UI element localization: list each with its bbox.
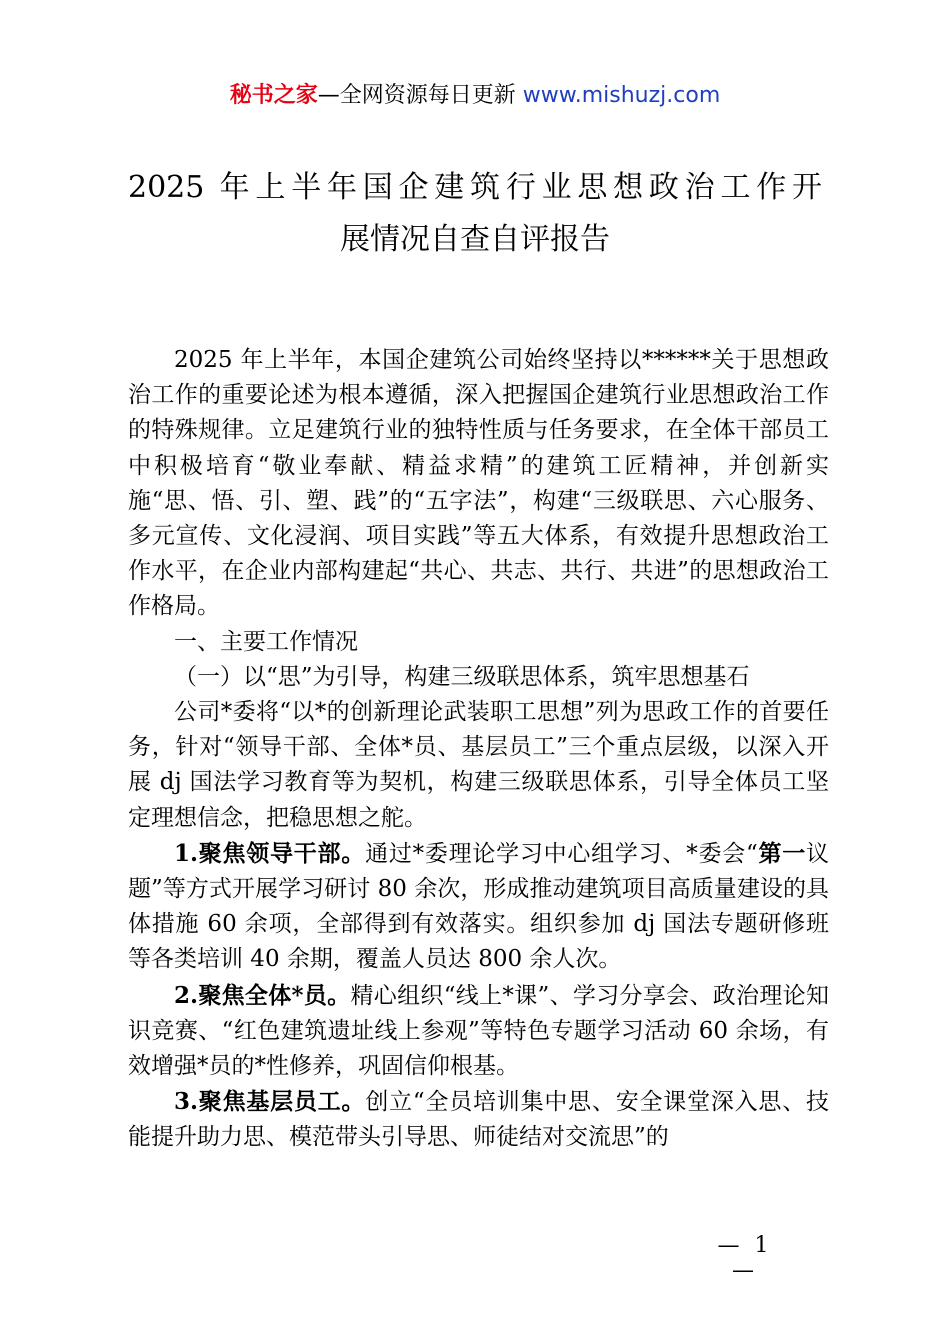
site-header (0, 80, 950, 112)
item-3-text: 创立“全员培训集中思、安全课堂深入思、技能提升助力思、模范带头引导思、师徒结对交流思”的 (128, 1089, 830, 1151)
item-2-text: 精心组织“线上*课”、学习分享会、政治理论知识竞赛、“红色建筑遗址线上参观”等特色专题学习活动 60 余场，有效增强*员的*性修养，巩固信仰根基。 (128, 982, 829, 1080)
item-1-bold: 第一 (757, 839, 807, 867)
item-3-lead: 3.聚焦基层员工。 (174, 1088, 366, 1116)
item-2-paragraph (128, 978, 829, 1085)
title-line-2: 展情况自查自评报告 (340, 222, 610, 257)
item-1-rest: 议题”等方式开展学习研讨 80 余次，形成推动建筑项目高质量建设的具体措施 60 余项，全部得到有效落实。组织参加 dj 国法专题研修班等各类培训 40 余期，覆盖人员达 800 余人次。 (128, 840, 830, 973)
item-2-lead: 2.聚焦全体*员。 (174, 981, 351, 1009)
document-title (128, 162, 822, 266)
item-1-pre: 通过*委理论学习中心组学习、*委会“ (365, 840, 758, 867)
site-url-link[interactable]: www.mishuzj.com (522, 83, 721, 108)
item-1-paragraph (128, 836, 829, 978)
intro-paragraph: 2025 年上半年，本国企建筑公司始终坚持以******关于思想政治工作的重要论述为根本遵循，深入把握国企建筑行业思想政治工作的特殊规律。立足建筑行业的独特性质与任务要求，在全体干部员工中积极培育“敬业奉献、精益求精”的建筑工匠精神，并创新实施“思、悟、引、塑、践”的“五字法”，构建“三级联思、六心服务、多元宣传、文化浸润、项目实践”等五大体系，有效提升思想政治工作水平，在企业内部构建起“共心、共志、共行、共进”的思想政治工作格局。 (128, 347, 829, 620)
document-body (128, 343, 829, 1156)
title-line-1: 2025 年上半年国企建筑行业思想政治工作开 (128, 170, 822, 205)
site-tagline: —全网资源每日更新 (317, 83, 523, 108)
page-number: — 1 — (717, 1233, 773, 1283)
item-1-lead: 1.聚焦领导干部。 (174, 839, 366, 867)
site-brand: 秘书之家 (229, 83, 318, 108)
section-heading-1: 一、主要工作情况 (174, 628, 358, 655)
subsection-heading-1: （一）以“思”为引导，构建三级联思体系，筑牢思想基石 (174, 663, 750, 690)
item-3-paragraph (128, 1084, 829, 1155)
company-paragraph: 公司*委将“以*的创新理论武装职工思想”列为思政工作的首要任务，针对“领导干部、全体*员、基层员工”三个重点层级，以深入开展 dj 国法学习教育等为契机，构建三级联思体系，引导全体员工坚定理想信念，把稳思想之舵。 (128, 699, 829, 831)
